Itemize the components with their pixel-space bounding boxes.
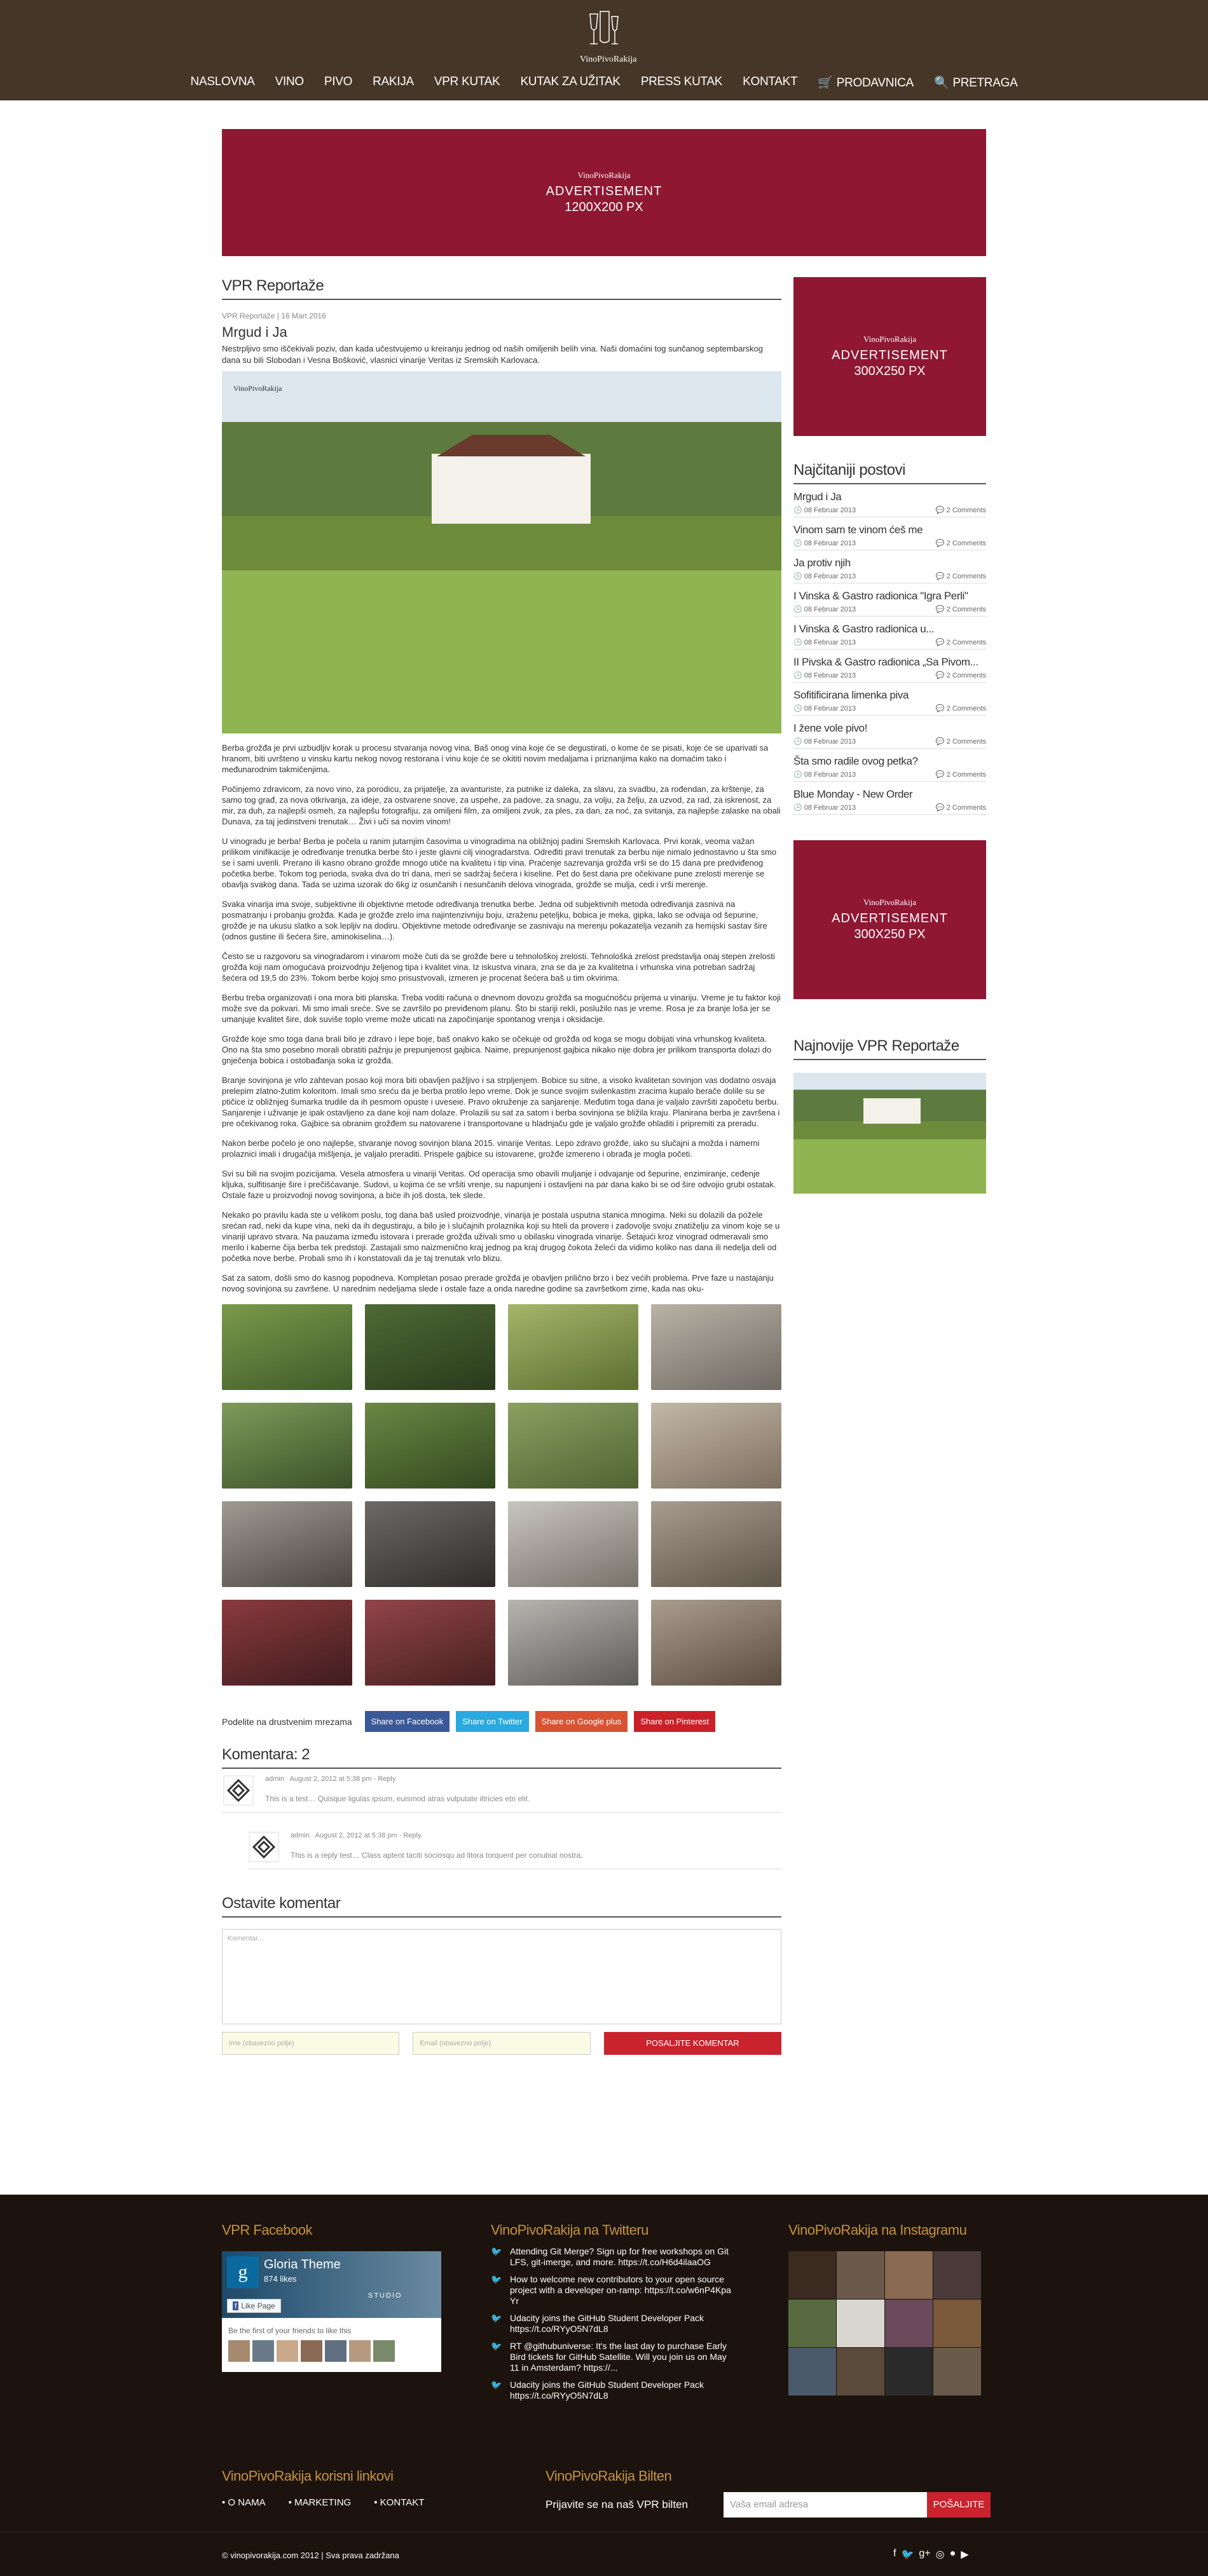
- paragraph: Grožđe koje smo toga dana brali bilo je zdravo i lepe boje, baš onakvo kako se očekuje od grožđa od koga se mogu dobijati vina vrhunskog kvaliteta. Ono na šta smo posebno morali obratiti pažnju je prepunjenost gajbica. Naime, prepunjenost gajbica nikako nije dobra jer prilikom transporta dolazi do gnječenja bobica i ostobađanja soka iz grožđa.: [222, 1034, 772, 1065]
- twitter-widget: [491, 2222, 732, 2401]
- post-date: [793, 704, 856, 712]
- comment-date: August 2, 2012 at 5:38 pm: [315, 1832, 397, 1839]
- post-date: [793, 539, 856, 547]
- post-comments[interactable]: [936, 671, 986, 679]
- post-featured-image: [222, 371, 781, 733]
- comments-icon: 💬: [935, 507, 947, 514]
- main-nav: [0, 75, 1208, 90]
- popular-post-title[interactable]: Sofitificirana limenka piva: [793, 689, 909, 701]
- popular-post-item[interactable]: [793, 583, 986, 617]
- search-icon: 🔍: [933, 76, 949, 90]
- nav-label: VPR KUTAK: [434, 75, 500, 88]
- clock-icon: 🕒: [793, 507, 804, 514]
- paragraph: Često se u razgovoru sa vinogradarom i vinarom može čuti da se grožđe bere u tehnološkoj zrelosti. Tehnološka zrelost predstavlja onaj stepen zrelosti grožđa koji nam omogućava proizvodnju željenog tipa i kvalitet vina. Iz iskustva vinara, zna se da je za kvalitetna i vrhunska vina potreban sadržaj šećera od 19,5 do 23%. Tokom berbe kojoj smo prisustvovali, izmeren je procenat šećera baš u tim okvirima.: [222, 951, 775, 983]
- comments-text: 2 Comments: [946, 639, 986, 646]
- date-text: 08 Februar 2013: [804, 573, 856, 580]
- social-icons: [893, 2548, 969, 2561]
- post-date: [793, 506, 856, 514]
- page-studio: STUDIO: [368, 2292, 402, 2300]
- instagram-photo[interactable]: [933, 2300, 981, 2347]
- post-meta: VPR Reportaže | 16 Mart 2016: [222, 311, 326, 320]
- instagram-photo[interactable]: [885, 2348, 933, 2395]
- nav-vpr-kutak[interactable]: [424, 75, 511, 90]
- clock-icon: 🕒: [793, 738, 804, 746]
- post-date: [793, 572, 856, 580]
- newsletter: [546, 2468, 991, 2518]
- fb-icon: f: [233, 2301, 238, 2310]
- date-text: 08 Februar 2013: [804, 672, 856, 679]
- comment-text: This is a reply test… Class aptent taciti sociosqu ad litora torquent per conubial nostra.: [291, 1851, 583, 1860]
- instagram-widget: [788, 2222, 981, 2395]
- winery-house: [432, 454, 591, 524]
- reply-link[interactable]: Reply: [378, 1775, 396, 1783]
- share-googleplus-button[interactable]: Share on Google plus: [535, 1711, 628, 1732]
- nav-pretraga[interactable]: [924, 75, 1027, 90]
- nav-label: VINO: [275, 75, 304, 88]
- twitter-bird-icon: 🐦: [491, 2341, 502, 2351]
- popular-post-title[interactable]: Šta smo radile ovog petka?: [793, 755, 918, 767]
- date-text: 08 Februar 2013: [804, 507, 856, 514]
- tweet-text: How to welcome new contributors to your open source project with a developer on-ramp: https://t.co/w6nP4Kpa Yr: [510, 2274, 731, 2306]
- section-title: VPR Reportaže: [222, 277, 781, 300]
- post-body: [222, 742, 781, 1294]
- comments-text: 2 Comments: [946, 507, 986, 514]
- popular-post-item[interactable]: [793, 517, 986, 550]
- comments-text: 2 Comments: [946, 573, 986, 580]
- like-label: Like Page: [241, 2301, 275, 2310]
- links-title: VinoPivoRakija korisni linkovi: [222, 2468, 394, 2484]
- post-comments[interactable]: [936, 770, 986, 779]
- date-text: 08 Februar 2013: [804, 606, 856, 613]
- nav-label: PIVO: [324, 75, 353, 88]
- tweet-text: Attending Git Merge? Sign up for free workshops on Git LFS, git-imerge, and more. https://t.co/H6d4ilaaOG: [510, 2246, 729, 2267]
- date-text: 08 Februar 2013: [804, 771, 856, 779]
- paragraph: Nakon berbe počelo je ono najlepše, stvaranje novog sovinjon blana 2015. vinarije Veritas. Lepo zdravo grožđe, iako su slučajni a možda i namerni prolaznici imali i drugačija mišljenja, je valjalo preraditi. Prispele gajbice su istovarene, grožđe izmereno i obrađa je mogla početi.: [222, 1138, 760, 1159]
- tweet-text: RT @githubuniverse: It's the last day to purchase Early Bird tickets for GitHub Satellite. Will you join us on May 11 in Amsterdam? https://...: [510, 2341, 727, 2373]
- nav-label: NASLOVNA: [190, 75, 255, 88]
- nav-label: PRODAVNICA: [836, 76, 914, 90]
- comments-text: 2 Comments: [946, 738, 986, 746]
- comments-icon: 💬: [935, 672, 947, 679]
- avatar: [223, 1775, 254, 1806]
- main-content: [222, 277, 781, 2055]
- gallery-photo[interactable]: [222, 1600, 352, 1686]
- share-pinterest-button[interactable]: Share on Pinterest: [634, 1711, 715, 1732]
- gallery-photo[interactable]: [365, 1304, 495, 1390]
- nav-rakija[interactable]: [362, 75, 424, 90]
- clock-icon: 🕒: [793, 639, 804, 646]
- nav-label: RAKIJA: [373, 75, 414, 88]
- comments-text: 2 Comments: [946, 606, 986, 613]
- paragraph: Branje sovinjona je vrlo zahtevan posao koji mora biti obavljen pažljivo i sa strpljenjem. Bobice su sitne, a visoko kvalitetan sovinjon vas dodatno osvaja prelepim zlatno-žutim koloritom. Imali smo sreću da je berba protilo lepo vreme. Dok je sunce svojim svilenkastim zracima kupalo berače dolile su se ptičice iz obližnjeg šumarka trudile da ih pesmom opuste i uveseie. Pravo okruženje za sanjarenje. Međutim toga dana je valjalo završiti započetu berbu. Sanjarenje i uživanje je ipak ostavljeno za dane koji nam dolaze. Prolazili su sat za satom i berba sovinjona se bližila kraju. Planirana berba je završena i pre očekivanog roka. Gajbice sa obranim grožđem su natovarene i transportovane u hladnjaču gde je valjalo grožđe ohladiti i pripremiti za preradu.: [222, 1075, 780, 1128]
- instagram-photo[interactable]: [933, 2251, 981, 2299]
- facebook-title: VPR Facebook: [222, 2222, 312, 2238]
- popular-post-item[interactable]: [793, 550, 986, 583]
- instagram-photo[interactable]: [885, 2251, 933, 2299]
- newsletter-title: VinoPivoRakija Bilten: [546, 2468, 672, 2484]
- gallery-photo[interactable]: [651, 1304, 781, 1390]
- site-logo[interactable]: [580, 9, 637, 67]
- popular-post-item[interactable]: [793, 683, 986, 716]
- cart-icon: 🛒: [818, 76, 833, 90]
- share-bar: [222, 1711, 781, 1732]
- photo-gallery: [222, 1304, 781, 1686]
- sidebar-ad-1[interactable]: [793, 277, 986, 436]
- image-watermark: VinoPivoRakija: [233, 384, 282, 393]
- instagram-photo[interactable]: [837, 2348, 884, 2395]
- fb-friend-avatars: [228, 2340, 395, 2362]
- clock-icon: 🕒: [793, 771, 804, 779]
- facebook-widget: [222, 2222, 441, 2372]
- post-comments[interactable]: [936, 638, 986, 646]
- post-comments[interactable]: [936, 572, 986, 580]
- site-header: [0, 0, 1208, 100]
- popular-post-item[interactable]: [793, 484, 986, 517]
- avatar: [249, 1832, 279, 1862]
- gallery-photo[interactable]: [651, 1403, 781, 1489]
- post-comments[interactable]: [936, 539, 986, 547]
- popular-post-item[interactable]: [793, 782, 986, 815]
- comments-icon: 💬: [935, 606, 947, 613]
- clock-icon: 🕒: [793, 540, 804, 547]
- tweet-text: Udacity joins the GitHub Student Developer Pack https://t.co/RYyO5N7dL8: [510, 2313, 704, 2334]
- instagram-title: VinoPivoRakija na Instagramu: [788, 2222, 967, 2238]
- popular-post-item[interactable]: [793, 749, 986, 782]
- instagram-photo[interactable]: [788, 2348, 836, 2395]
- gallery-photo[interactable]: [508, 1304, 638, 1390]
- clock-icon: 🕒: [793, 573, 804, 580]
- latest-report-image[interactable]: [793, 1073, 986, 1194]
- ad-logo: VinoPivoRakija: [577, 170, 631, 180]
- gallery-photo[interactable]: [222, 1403, 352, 1489]
- popular-post-title[interactable]: Vinom sam te vinom ćeš me: [793, 524, 923, 536]
- flickr-icon[interactable]: ●: [949, 2548, 956, 2559]
- comment-textarea[interactable]: Komentar...: [222, 1929, 781, 2024]
- top-advertisement[interactable]: [222, 129, 986, 256]
- post-date: [793, 638, 856, 646]
- latest-title: Najnovije VPR Reportaže: [793, 1037, 986, 1060]
- paragraph: Nekako po pravilu kada ste u velikom poslu, tog dana baš usled proizvodnje, vinarija je postala usputna stanica mnogima. Neki su dolazili da požele srećan rad, neki da kupe vina, neki da ih degustiraju, a bilo je i slučajnih prolaznika koji su hteli da provere i zadovolje svoju znatiželju za vinom koje se u vinariji upravo stvara. Na pauzama između istovara i prerade grožđa uživali smo u obilasku vinogradа vinarije. Šetajući kroz vinograd odmeravali smo merilo i kaberne čija berba tek predstoji. Zastajali smo naizmenično kraj jednog pa kraj drugog čokota želeći da vidimo koliko nas dana ili nedelja deli od početka nove berbe. Probali smo ih i konstatovali da je taj trenutak vrlo blizu.: [222, 1210, 780, 1263]
- gallery-photo[interactable]: [651, 1600, 781, 1686]
- twitter-bird-icon: 🐦: [491, 2380, 502, 2390]
- email-field[interactable]: Email (obavezno polje): [413, 2032, 590, 2055]
- gallery-photo[interactable]: [651, 1501, 781, 1587]
- twitter-bird-icon: 🐦: [491, 2246, 502, 2256]
- popular-post-item[interactable]: [793, 716, 986, 749]
- gallery-photo[interactable]: [365, 1600, 495, 1686]
- post-date: [793, 803, 856, 812]
- date-text: 08 Februar 2013: [804, 705, 856, 712]
- comments-icon: 💬: [935, 771, 947, 779]
- ad-size: 300X250 PX: [854, 364, 926, 378]
- nav-prodavnica[interactable]: [807, 75, 924, 90]
- facebook-page-box[interactable]: [222, 2251, 441, 2372]
- newsletter-submit-button[interactable]: POŠALJITE: [927, 2492, 991, 2518]
- latest-reports: [793, 1037, 986, 1194]
- share-twitter-button[interactable]: Share on Twitter: [456, 1711, 528, 1732]
- comments-icon: 💬: [935, 540, 947, 547]
- gallery-photo[interactable]: [365, 1501, 495, 1587]
- instagram-photo[interactable]: [837, 2251, 884, 2299]
- tweet[interactable]: [491, 2380, 732, 2401]
- comment-form: [222, 1895, 781, 2055]
- instagram-photo[interactable]: [837, 2300, 884, 2347]
- comment-date: August 2, 2012 at 5:38 pm: [289, 1775, 372, 1783]
- comments-icon: 💬: [935, 738, 947, 746]
- page-likes: 874 likes: [264, 2274, 297, 2284]
- post-title[interactable]: Mrgud i Ja: [222, 324, 287, 340]
- paragraph: U vinogradu je berba! Berba je počela u ranim jutarnjim časovima u vinogradima na obližnjoj padini Sremskih Karlovaca. Prvi korak, veoma važan prilikom vinifikacije je određivanje trenutka berbe što i jeste glavni cilj vinogradarstva. Određiti pravi trenutak za berbu nije nimalo jednostavno u šta smo se i sami uverili. Preranо ili kasno obrano grožđe mnogo utiče na kvalitetu i tip vina. Praćenje sazrevanja grožđa vrši se do 15 dana pre predviđenog početka berbe. Tokom tog perioda, svaka dva do tri dana, meri se sadržaj šećera i kiseline. Pet do šest dana pre očekivane pune zrelosti merenje se obavlja svakog dana. Tada se uzima uzorak do 6kg iz osunčanih i nesunčanih delova vinograda, grožđe se muljа, cedi i vrši merenje.: [222, 836, 777, 889]
- comments-text: 2 Comments: [946, 540, 986, 547]
- post-date: [793, 605, 856, 613]
- comment-reply: admin August 2, 2012 at 5:38 pm - Reply This is a reply test… Class aptent taciti sociosqu ad litora torquent per conubial nostra.: [247, 1825, 781, 1869]
- sidebar: [793, 277, 986, 1194]
- comments-icon: 💬: [935, 573, 947, 580]
- comment-author: admin: [291, 1832, 310, 1839]
- fb-friends-text: Be the first of your friends to like this: [228, 2326, 352, 2335]
- popular-post-item[interactable]: [793, 617, 986, 650]
- nav-label: KUTAK ZA UŽITAK: [520, 75, 621, 88]
- share-facebook-button[interactable]: Share on Facebook: [365, 1711, 450, 1732]
- tweet[interactable]: [491, 2274, 732, 2307]
- date-text: 08 Februar 2013: [804, 804, 856, 812]
- nav-kutak-za-uzitak[interactable]: [510, 75, 630, 90]
- comments-text: 2 Comments: [946, 804, 986, 812]
- useful-links: [222, 2468, 424, 2508]
- post-comments[interactable]: [936, 506, 986, 514]
- ad-title: ADVERTISEMENT: [832, 348, 948, 362]
- post-intro: Nestrpljivo smo iščekivali poziv, dan kada učestvujemo u kreiranju jednog od naših omiljenih belih vina. Naši domaćini tog sunčanog septembarskog dana su bili Slobodan i Vesna Bošković, vlasnici vinarije Veritas iz Sremskih Karlovaca.: [222, 344, 763, 365]
- nav-vino[interactable]: [265, 75, 314, 90]
- googleplus-icon[interactable]: g+: [919, 2548, 931, 2559]
- clock-icon: 🕒: [793, 804, 804, 812]
- page-name: Gloria Theme: [264, 2258, 341, 2272]
- popular-title: Najčitaniji postovi: [793, 461, 986, 484]
- ad-size: 300X250 PX: [854, 927, 926, 941]
- logo-glasses-icon: [585, 9, 623, 53]
- twitter-bird-icon: 🐦: [491, 2313, 502, 2323]
- paragraph: Berba grožđa je prvi uzbudljiv korak u procesu stvaranja novog vina. Baš onog vina koje će se degustirati, o kome će se pisati, koje će se uparivati sa hranom, biti uvršteno u vinsku kartu nekog novog restorana i vinu koje će se okititi novim medaljama i priznanjima kako na domaćim tako i međunarodnim takmičenjima.: [222, 743, 769, 774]
- tweet-text: Udacity joins the GitHub Student Developer Pack https://t.co/RYyO5N7dL8: [510, 2380, 704, 2401]
- nav-kontakt[interactable]: [732, 75, 807, 90]
- clock-icon: 🕒: [793, 606, 804, 613]
- post-comments[interactable]: [936, 704, 986, 712]
- popular-post-title[interactable]: Ja protiv njih: [793, 557, 851, 569]
- comment: admin August 2, 2012 at 5:38 pm - Reply This is a test… Quisque ligulas ipsum, euismod atras vulputate iltricies etri elit.: [222, 1769, 781, 1813]
- newsletter-email-input[interactable]: Vaša email adresa: [724, 2492, 927, 2518]
- comments-icon: 💬: [935, 705, 947, 712]
- like-page-button[interactable]: [227, 2299, 281, 2313]
- gallery-photo[interactable]: [222, 1501, 352, 1587]
- popular-post-title[interactable]: Blue Monday - New Order: [793, 788, 913, 800]
- paragraph: Svaka vinarija ima svoje, subjektivne ili objektivne metode određivanja trenutka berbe. Jedna od subjektivnih metoda određivanja zasniva na posmatranju i probanju grožđa. Kada je grožđe zrelo ima najintenzivniju boju, izraženu peteljku, bobica je meka, gipka, lako se odvaja od šepurine, grožđe je na ukusu slatko a sok lepljiv na dodiru. Objektivne metode određivanje se zasnivaju na merenju pokazatelja vezanih za hemijski sastav šire (odnos gustine ili šećera šire, aminokiselina…).: [222, 899, 767, 941]
- twitter-title: VinoPivoRakija na Twitteru: [491, 2222, 649, 2238]
- nav-label: PRETRAGA: [952, 76, 1018, 90]
- nav-naslovna[interactable]: [181, 75, 265, 90]
- clock-icon: 🕒: [793, 705, 804, 712]
- footer-link-kontakt[interactable]: • KONTAKT: [374, 2497, 424, 2508]
- post-comments[interactable]: [936, 803, 986, 812]
- footer-link-o-nama[interactable]: • O NAMA: [222, 2497, 266, 2508]
- comments-text: 2 Comments: [946, 705, 986, 712]
- share-label: Podelite na drustvenim mrezama: [222, 1716, 352, 1727]
- post-comments[interactable]: [936, 737, 986, 746]
- footer-link-marketing[interactable]: • MARKETING: [289, 2497, 352, 2508]
- post-date: [793, 770, 856, 779]
- youtube-icon[interactable]: ▶: [961, 2549, 969, 2560]
- tweet[interactable]: [491, 2246, 732, 2268]
- nav-press-kutak[interactable]: [631, 75, 732, 90]
- ad-logo: VinoPivoRakija: [863, 334, 916, 344]
- gallery-photo[interactable]: [222, 1304, 352, 1390]
- popular-post-title[interactable]: I Vinska & Gastro radionica u...: [793, 623, 935, 635]
- comments-icon: 💬: [935, 804, 947, 812]
- nav-pivo[interactable]: [314, 75, 362, 90]
- gallery-photo[interactable]: [365, 1403, 495, 1489]
- instagram-photo[interactable]: [788, 2251, 836, 2299]
- nav-label: PRESS KUTAK: [640, 75, 723, 88]
- tweet[interactable]: [491, 2341, 732, 2373]
- instagram-grid: [788, 2251, 981, 2395]
- date-text: 08 Februar 2013: [804, 540, 856, 547]
- instagram-icon[interactable]: ◎: [935, 2549, 945, 2560]
- post-date: [793, 671, 856, 679]
- paragraph: Počinjemo zdravicom, za novo vino, za porodicu, za prijatelje, za avanturiste, za putnike iz daleka, za slavu, za svadbu, za rođendan, za krštenje, za samo tog građ, za nova otkrivanja, za ideje, za ostvarene snove, za uspehe, za padove, za snagu, za volju, za želju, za uzvod, za rad, za iskrenost, za mir, za duh, za najlepši osmeh, za najlepšu fotografiju, za omiljeni film, za omiljeni zvuk, za ples, za dan, za noć, za svitanja, za najlepše zalaske na obali Dunava, za taj jedinstveni trenutak… Živi i uči sa novim vinom!: [222, 784, 781, 826]
- site-footer: [0, 2195, 1208, 2576]
- instagram-photo[interactable]: [933, 2348, 981, 2395]
- comments-icon: 💬: [935, 639, 947, 646]
- comment-author: admin: [265, 1775, 284, 1783]
- comment-text: This is a test… Quisque ligulas ipsum, euismod atras vulputate iltricies etri elit.: [265, 1794, 530, 1803]
- post-date: [793, 737, 856, 746]
- instagram-photo[interactable]: [788, 2300, 836, 2347]
- name-field[interactable]: Ime (obavezno polje): [222, 2032, 399, 2055]
- comments-text: 2 Comments: [946, 672, 986, 679]
- paragraph: Svi su bili na svojim pozicijama. Vesela atmosfera u vinariji Veritas. Od operacija smo obavili muljanje i odvajanje od šepurine, enzimiranje, ceđenje kljuka, sulfitisanje šire i prečišćavanje. Sudovi, u kojima će se vršiti vrenje, su napunjeni i ostavljeni na par dana kako bi se od šire odvojio grubi ostatak. Ostale faze u proizvodnji novog sovinjona, a biće ih još dosta, tek slede.: [222, 1169, 776, 1200]
- facebook-icon[interactable]: f: [893, 2548, 896, 2559]
- popular-post-title[interactable]: I žene vole pivo!: [793, 722, 868, 734]
- comments-text: 2 Comments: [946, 771, 986, 779]
- twitter-bird-icon: 🐦: [491, 2274, 502, 2284]
- tweet[interactable]: [491, 2313, 732, 2334]
- popular-post-item[interactable]: [793, 650, 986, 683]
- paragraph: Berbu treba organizovati i ona mora biti planska. Treba voditi računa o dnevnom dovozu grožđa sa mogućnošću prijema u vinariju. Vreme je tu faktor koji može sve da pokvari. Mi smo imali sreće. Sve se završilo po previđenom planu. Što bi stariji rekli, poslužilo nas je vreme. Rosa je za branje loša jer se umanjuje kvalitet šire, dok suviše toplo vreme može uticati na započinjanje spontanog vrenja i oksidacije.: [222, 993, 781, 1024]
- reply-link[interactable]: Reply: [403, 1832, 422, 1839]
- ad-logo: VinoPivoRakija: [863, 897, 916, 907]
- date-text: 08 Februar 2013: [804, 738, 856, 746]
- gallery-photo[interactable]: [508, 1600, 638, 1686]
- nav-label: KONTAKT: [743, 75, 798, 88]
- popular-posts: [793, 461, 986, 815]
- clock-icon: 🕒: [793, 672, 804, 679]
- form-title: Ostavite komentar: [222, 1895, 781, 1918]
- ad-title: ADVERTISEMENT: [832, 911, 948, 925]
- ad-size: 1200X200 PX: [565, 200, 643, 214]
- ad-title: ADVERTISEMENT: [546, 184, 662, 198]
- gallery-photo[interactable]: [508, 1501, 638, 1587]
- popular-post-title[interactable]: I Vinska & Gastro radionica "Igra Perli": [793, 590, 968, 602]
- popular-post-title[interactable]: Mrgud i Ja: [793, 491, 842, 503]
- post-comments[interactable]: [936, 605, 986, 613]
- newsletter-label: Prijavite se na naš VPR bilten: [546, 2498, 688, 2511]
- date-text: 08 Februar 2013: [804, 639, 856, 646]
- instagram-photo[interactable]: [885, 2300, 933, 2347]
- logo-text: VinoPivoRakija: [580, 55, 637, 64]
- submit-comment-button[interactable]: POSALJITE KOMENTAR: [604, 2032, 781, 2055]
- twitter-icon[interactable]: 🐦: [901, 2549, 914, 2560]
- page-logo: g: [227, 2256, 259, 2288]
- paragraph: Sat za satom, došli smo do kasnog popodneva. Kompletan posao prerade grožđa je obavljen prilično brzo i bez većih problema. Prve faze u nastajanju novog sovinjona su završene. U narednim nedeljama slede i ostale faze a onda naredne godine sa završetkom zime, kada nas oku-: [222, 1273, 774, 1293]
- gallery-photo[interactable]: [508, 1403, 638, 1489]
- popular-post-title[interactable]: II Pivska & Gastro radionica „Sa Pivom...: [793, 656, 978, 668]
- copyright: © vinopivorakija.com 2012 | Sva prava zadržana: [222, 2551, 399, 2560]
- comments-title: Komentara: 2: [222, 1746, 781, 1769]
- sidebar-ad-2[interactable]: [793, 840, 986, 999]
